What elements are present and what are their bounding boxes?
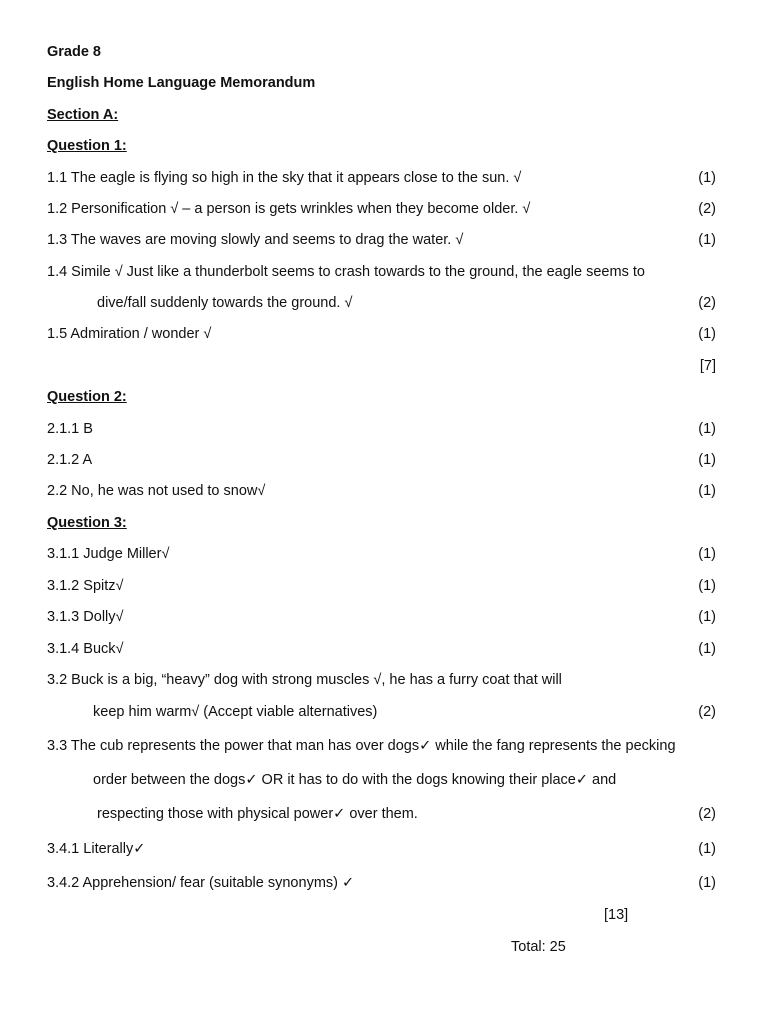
question-1-total: [7]: [699, 358, 716, 374]
answer-mark: (1): [698, 578, 716, 594]
answer-mark: (1): [698, 546, 716, 562]
answer-text-continued: order between the dogs✓ OR it has to do with the dogs knowing their place✓ and: [93, 772, 617, 788]
answer-mark: (1): [698, 609, 716, 625]
question-3-heading: Question 3:: [47, 515, 127, 531]
answer-text: 3.1.3 Dolly√: [47, 609, 124, 625]
answer-mark: (1): [698, 452, 716, 468]
question-1-heading: Question 1:: [47, 138, 127, 154]
answer-text: 1.2 Personification √ – a person is gets wrinkles when they become older. √: [47, 201, 531, 217]
answer-mark: (2): [698, 704, 716, 720]
answer-text: 1.4 Simile √ Just like a thunderbolt seems to crash towards to the ground, the eagle seems to: [47, 264, 645, 280]
answer-mark: (1): [698, 875, 716, 891]
answer-mark: (1): [698, 326, 716, 342]
answer-mark: (1): [698, 641, 716, 657]
section-heading: Section A:: [47, 107, 119, 123]
question-3-total: [13]: [604, 907, 629, 923]
answer-text: 2.1.1 B: [47, 421, 93, 437]
answer-mark: (2): [698, 806, 716, 822]
answer-text: 3.4.2 Apprehension/ fear (suitable synonyms) ✓: [47, 875, 355, 891]
document-title: English Home Language Memorandum: [47, 75, 316, 91]
answer-text-continued: respecting those with physical power✓ over them.: [97, 806, 418, 822]
answer-text: 3.4.1 Literally✓: [47, 841, 146, 857]
answer-text: 3.2 Buck is a big, “heavy” dog with strong muscles √, he has a furry coat that will: [47, 672, 562, 688]
answer-text: 3.1.4 Buck√: [47, 641, 124, 657]
answer-text: 2.2 No, he was not used to snow√: [47, 483, 266, 499]
answer-text-continued: dive/fall suddenly towards the ground. √: [97, 295, 353, 311]
answer-mark: (1): [698, 232, 716, 248]
answer-text: 3.1.2 Spitz√: [47, 578, 124, 594]
grand-total: Total: 25: [511, 939, 566, 955]
question-2-heading: Question 2:: [47, 389, 127, 405]
answer-mark: (1): [698, 483, 716, 499]
answer-text: 1.3 The waves are moving slowly and seems to drag the water. √: [47, 232, 464, 248]
grade-heading: Grade 8: [47, 44, 101, 60]
answer-mark: (2): [698, 295, 716, 311]
answer-mark: (2): [698, 201, 716, 217]
answer-text: 3.1.1 Judge Miller√: [47, 546, 170, 562]
answer-text: 1.5 Admiration / wonder √: [47, 326, 212, 342]
answer-text: 3.3 The cub represents the power that man has over dogs✓ while the fang represents the pecking: [47, 738, 676, 754]
answer-mark: (1): [698, 421, 716, 437]
answer-mark: (1): [698, 841, 716, 857]
answer-text: 1.1 The eagle is flying so high in the sky that it appears close to the sun. √: [47, 170, 522, 186]
answer-mark: (1): [698, 170, 716, 186]
answer-text-continued: keep him warm√ (Accept viable alternatives): [93, 704, 378, 720]
answer-text: 2.1.2 A: [47, 452, 93, 468]
